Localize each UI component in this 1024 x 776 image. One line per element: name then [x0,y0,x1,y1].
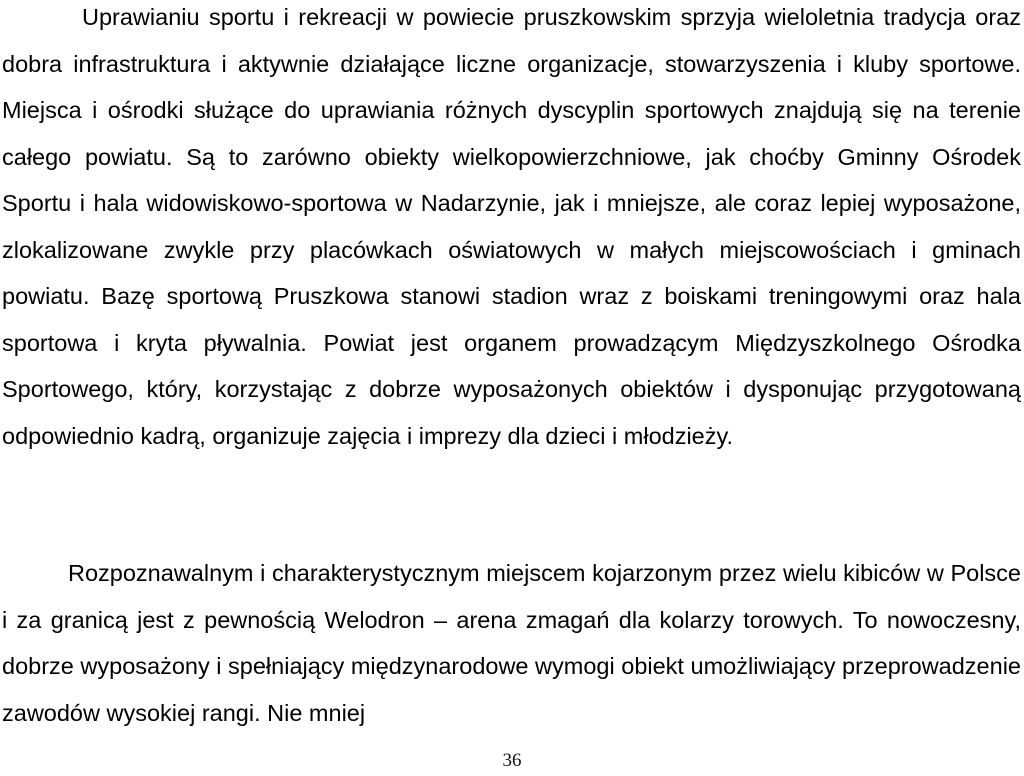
page-number: 36 [502,750,522,771]
paragraph-sport-infrastructure: Uprawianiu sportu i rekreacji w powiecie pruszkowskim sprzyja wieloletnia tradycja oraz dobra infrastruktura i aktywnie działające liczne organizacje, stowarzyszenia i kluby sportowe. Miejsca i ośrodki służące do uprawiania różnych dyscyplin sportowych znajdują się na terenie całego powiatu. Są to zarówno obiekty wielkopowierzchniowe, jak choćby Gminny Ośrodek Sportu i hala widowiskowo-sportowa w Nadarzynie, jak i mniejsze, ale coraz lepiej wyposażone, zlokalizowane zwykle przy placówkach oświatowych w małych miejscowościach i gminach powiatu. Bazę sportową Pruszkowa stanowi stadion wraz z boiskami treningowymi oraz hala sportowa i kryta pływalnia. Powiat jest organem prowadzącym Międzyszkolnego Ośrodka Sportowego, który, korzystając z dobrze wyposażonych obiektów i dysponując przygotowaną odpowiednio kadrą, organizuje zajęcia i imprezy dla dzieci i młodzieży. [2,4,1021,449]
paragraph-velodrome: Rozpoznawalnym i charakterystycznym miejscem kojarzonym przez wielu kibiców w Polsce i za granicą jest z pewnością Welodron – arena zmagań dla kolarzy torowych. To nowoczesny, dobrze wyposażony i spełniający międzynarodowe wymogi obiekt umożliwiający przeprowadzenie zawodów wysokiej rangi. Nie mniej [2,560,1021,726]
